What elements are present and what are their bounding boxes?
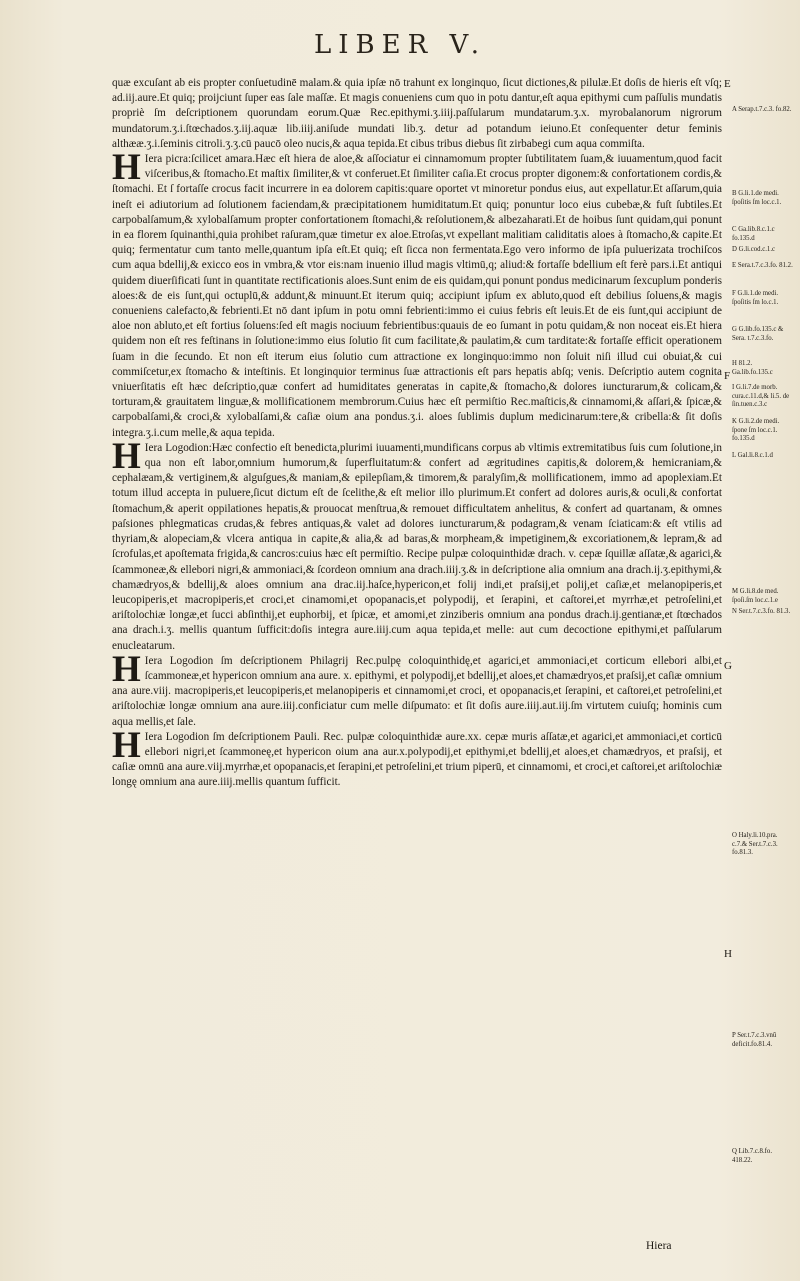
margin-note: L Gal.li.8.c.1.d [732,452,773,459]
catchword: Hiera [646,1240,672,1252]
paragraph-3 [112,435,722,654]
paragraph-text: Iera picra:ſcilicet amara.Hæc eſt hiera de aloe,& aſſociatur ei cinnamomum propter ſubtilitatem ſuam,& iuuamentum,quod facit viſceribus,& ſtomacho.Et maſtix ſimiliter,& vt conferuet.Et ſimiliter caſia.Et crocus propter digonem:& confortationem cordis,& ſtomachi. Et ſ fortaſſe crocus facit incurrere in ea dolorem capitis:quare oportet vt minoretur pondus eius, aut expellatur.Et aſſarum,quia ineſt ei adiutorium ad ſolutionem faciendam,& præcipitationem humiditatum.Et quiq; ponuntur loco eius cubebæ,& fuſt ſubtiles.Et carpobalſamum,& xylobalſamum propter confortationem ſtomachi,& reſolutionem,& albezaharati.Et de hoibus ſunt quidam,qui ponunt in ea florem ſquinanthi,quia prohibet raſuram,quæ timetur ex aloe.Etroſas,vt expellant malitiam caliditatis aloes à ſtomacho,& capite.Et quiq; fermentatur cum tanto melle,quantum ipſa eſt.Et quiq; eſt ſicca non fermentata.Ego vero informo de ipſa puluerizata trochiſcos cum aqua bdellij,& exicco eos in vmbra,& vtor eis:nam inuenio illud magis vltimū,q; aliud:& fortaſſe bdellium eſt ferè pars.i.Et antiqui quidem diuerſificati ſunt in quantitate rectificationis aloes.Sunt enim de eis quidam,qui ponunt pondus medicinarum ſexcuplum ponderis aloes:& de eis ſunt,qui octuplū,& addunt,& minuunt.Et iterum quiq; accipiunt ipſum ex abluto,quod eſt debilius ſoluens,& magis conueniens calefacto,& febrienti.Et nō dant ipſum in potu omni febrienti:immo ei cuius febris eſt leuis.Et de eis ſunt,qui accipiunt de aloe non abluto,et eſt fortius ſoluens:ſed eſt magis nociuum febrientibus:quauis de eo ſumant in potu quidam,& non noceat eis.Et hiera quidem non eſt res feſtinans in ſolutione:immo eius ſolutio ſit cum facilitate,& paulatim,& cum tarditate:& fortaſſe efficit operationem ſuam in die ſecundo. Et non eſt iterum eius ſolutio cum attractione ex longinquo:immo non ſoluit niſi illud cui obuiat,& cui commiſcetur,ex ſtomacho & inteſtinis. Et longinquior terminus ſuæ attractionis eſt pars hepatis abſq; venis. Deſcriptio autem cognita vniuerſitatis eſt hæc deſcriptio,quæ confert ad humiditates generatas in capite,& ſtomacho,& dolores iuncturarum,& colicam,& torturam,& grauitatem linguæ,& mollificationem membrorum.Cuius hæc eſt permiſtio Rec.maſticis,& cinnamomi,& aſſari,& ſpicæ,& carpobalſami,& croci,& xylobalſami,& caſiæ oium ana pondus.ʒ.i. aloes ſublimis duplum medicinarum:tere,& cribella:& ſit doſis integra.ʒ.i.cum melle,& aqua tepida. [112,153,722,439]
margin-note: K G.li.2.de medi. ſpone ſm loc.c.1. fo.135.d [732,418,780,443]
paragraph-1 [112,76,722,152]
page-header: LIBER V. [314,30,486,60]
body-text [112,76,722,791]
margin-note: M G.li.8.de med. ſpoſi.ſm loc.c.1.e [732,588,779,604]
letter-mark: E [724,78,731,90]
letter-mark: H [724,948,732,960]
margin-note: E Sera.t.7.c.3.fo. 81.2. [732,262,793,269]
margin-note: H 81.2. Ga.lib.fo.135.c [732,360,773,376]
drop-cap: H [112,147,141,189]
paragraph-text: Iera Logodion:Hæc confectio eſt benedicta,plurimi iuuamenti,mundificans corpus ab vltimis extremitatibus ſuis cum ſolutione,in qua non eſt labor,omnium humorum,& ſuperfluitatum:& confert ad ægritudines capitis,& dolorem,& hemicraniam,& cephalæam,& vertiginem,& alguſgues,& maniam,& epilepſiam,& timorem,& paralyſim,& mollificationem, immo ad apoplexiam.Et totum illud accepta in puluere,ſicut dictum eſt de ſcelithe,& eſt melior illo plurimum.Et confert ad dolores auris,& oculi,& confortat ſtomachum,& aperit oppilationes hepatis,& prouocat menſtrua,& remouet difficultatem anhelitus, & confert ad quartanam, & omnes paſsiones phlegmaticas crudas,& febres antiquas,& valet ad dolores iuncturarum,& podagram,& venam ſciaticam:& eſt vtilis ad thyriam,& alopeciam,& vlcera antiqua in capite,& alia,& ad baras,& morpheam,& impetiginem,& excoriationem,& lepram,& ad ſcrofulas,et apoſtemata frigida,& cancros:cuius hæc eſt permiſtio. Recipe pulpæ coloquinthidæ drach. v. cepæ ſquillæ aſſatæ,& agarici,& ſcammoneæ,& ellebori nigri,& ammoniaci,& ſcordeon omnium ana drach.iiij.ʒ.& in deſcriptione alia omnium ana drach.ij.ʒ.epithymi,& chamædryos,& bdellij,& aloes omnium ana drac.iij.haſce,hypericon,et folij indi,et praſsij,et polij,et caſiæ,et melanopiperis,et leucopiperis,et macropiperis,et croci,et cinamomi,et opopanacis,et polypodij, et ſerapini, et caſtorei,et myrrhæ,et petroſelini,et ariſtolochiæ longæ,et ſucci abſinthij,et euphorbij, et ſpicæ, et amomi,et zinziberis omnium ana pondus drach.ij.gentianæ,et ſtœchados ana drach.i.ʒ. mellis quantum ſufficit:doſis integra aure.iiij.cum aqua tepida,et melle: aut cum decoctione epithymi,et paſſularum enucleatarum. [112,441,722,652]
margin-note: F G.li.1.de medi. ſpoſitis ſm lo.c.1. [732,290,779,306]
paragraph-2 [112,147,722,441]
margin-note: G G.lib.fo.135.c & Sera. t.7.c.3.fo. [732,326,784,342]
drop-cap: H [112,435,141,477]
paragraph-text: Iera Logodion ſm deſcriptionem Pauli. Rec. pulpæ coloquinthidæ aure.xx. cepæ muris aſſatæ,et agarici,et ammoniaci,et corticū ellebori nigri,et ſcammoneę,et hypericon oium ana aur.x.polypodij,et epithymi,et bdellij,et aloes,et chamædryos, et praſsij, et caſiæ omnū ana aure.viij.myrrhæ,et opopanacis,et ſerapini,et petroſelini,et trium piperū, et cinnamomi, et croci,et caſtorei,et ariſtolochiæ longę omnium ana aure.iiij.mellis quantum ſufficit. [112,730,722,789]
letter-mark: G [724,660,732,672]
margin-note: B G.li.1.de medi. ſpoſitis ſm loc.c.1. [732,190,782,206]
paragraph-text: Iera Logodion ſm deſcriptionem Philagrij Rec.pulpę coloquinthidę,et agarici,et ammoniaci,et corticum ellebori albi,et ſcammoneæ,et hypericon omnium ana aure. x. epithymi, et polypodij,et bdellij,et aloes,et chamædryos,et praſsij,et caſiæ omnium ana aure.viij. macropiperis,et leucopiperis,et melanopiperis et cinnamomi,et croci, et opopanacis,et ſerapini, et caſtorei,et petroſelini,et ariſtolochiæ longæ omnium ana aure.iiij.conficiatur cum melle diſpumato: et ſit doſis aure.iiij.aut.iij.ſm virtutem cuiuſq; hominis cum aqua mellis,et ſale. [112,654,722,728]
letter-mark: F [724,370,731,382]
drop-cap: H [112,648,141,690]
margin-note: D G.li.cod.c.1.c [732,246,776,253]
paragraph-5 [112,724,722,791]
paragraph-4 [112,648,722,730]
drop-cap: H [112,724,141,766]
margin-note: A Serap.t.7.c.3. fo.82. [732,106,792,113]
margin-note: P Ser.t.7.c.3.vnū deficit.fo.81.4. [732,1032,777,1048]
margin-note: O Haly.li.10.pra. c.7.& Ser.t.7.c.3. fo.81.3. [732,832,778,857]
margin-note: N Ser.t.7.c.3.fo. 81.3. [732,608,791,615]
margin-note: C Ga.lib.8.c.1.c fo.135.d [732,226,775,242]
margin-note: I G.li.7.de morb. cura.c.11.d,& li.5. de ſin.tuen.c.3.c [732,384,790,409]
margin-note: Q Lib.7.c.8.fo. 418.22. [732,1148,773,1164]
paragraph-text: quæ excuſant ab eis propter conſuetudinē malam.& quia ipſæ nō trahunt ex longinquo, ſicut dictiones,& pilulæ.Et doſis de hieris eſt vſq; ad.iij.aure.Et quiq; proijciunt ſuper eas ſale maſſæ. Et magis conueniens cum quo in potu dantur,eſt aqua epithymi cum paſſulis mundatis propriè ſm deſcriptionem quorundam eorum.Quæ Rec.epithymi.ʒ.iiij.paſſularum mundatarum.ʒ.x. myrobalanorum nigrorum mundatorum.ʒ.i.ſtœchados.ʒ.iij.aquæ lib.iiij.aniſude mundati lib.ʒ. detur ad potandum ieiuno.Et conſequenter detur feminis althææ.ʒ.i.ſeminis citroli.ʒ.ʒ.cū paucō oleo nucis,& aqua tepida.Et cibus tribus diebus ſit zirbabegi cum aqua commiſta. [112,77,722,150]
